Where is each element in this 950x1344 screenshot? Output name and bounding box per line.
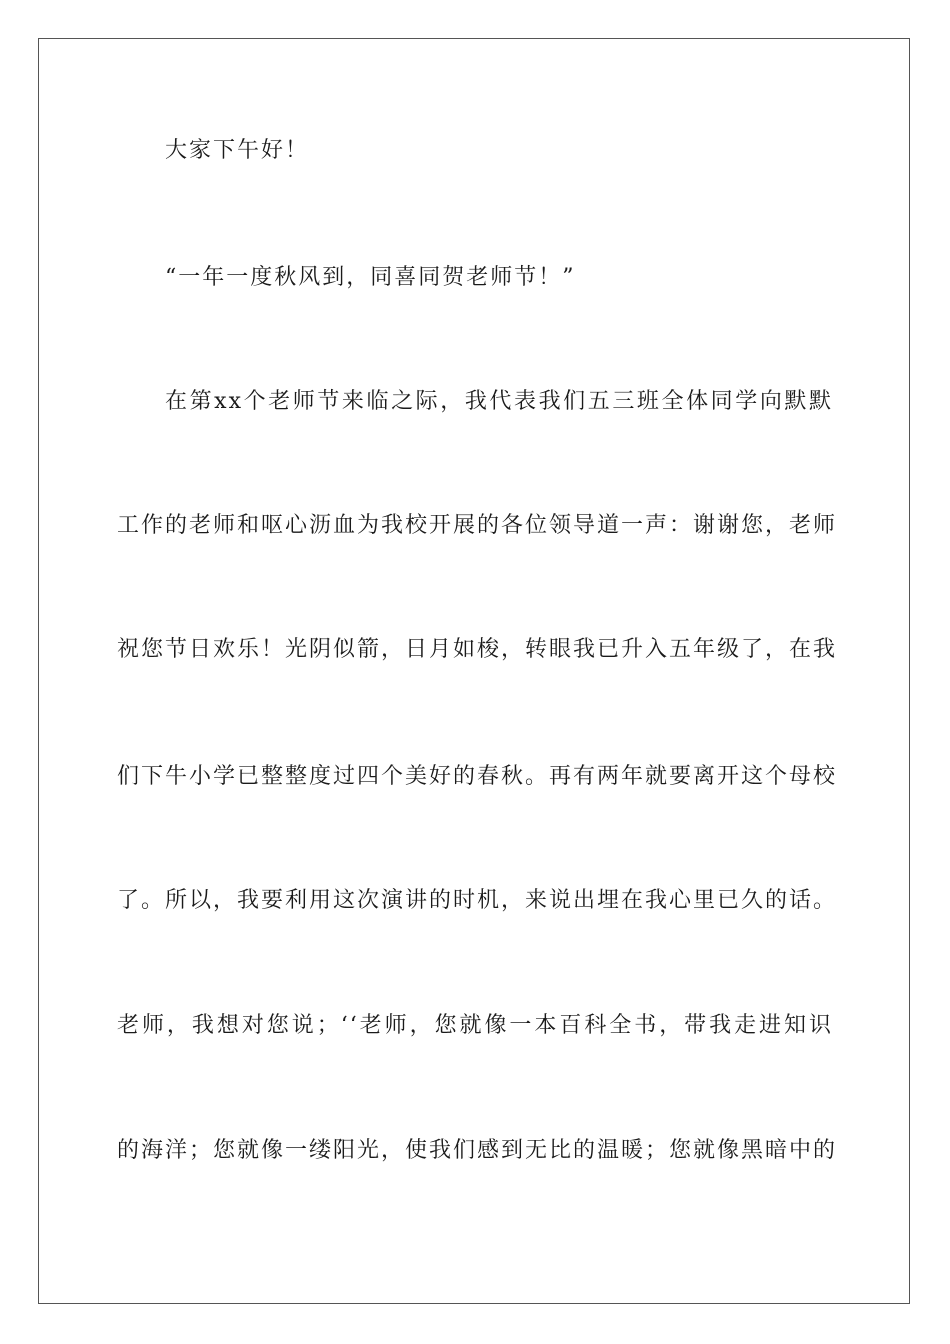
quote-line: “一年一度秋风到，同喜同贺老师节！” <box>165 265 576 290</box>
paragraph-line-1: 在第xx个老师节来临之际，我代表我们五三班全体同学向默默 <box>165 389 833 414</box>
paragraph-line-3: 祝您节日欢乐！光阴似箭，日月如梭，转眼我已升入五年级了，在我 <box>117 637 838 662</box>
page-border <box>38 38 910 1304</box>
greeting-line: 大家下午好！ <box>165 138 310 163</box>
paragraph-line-4: 们下牛小学已整整度过四个美好的春秋。再有两年就要离开这个母校 <box>117 764 838 789</box>
paragraph-line-6: 老师，我想对您说；‘‘老师，您就像一本百科全书，带我走进知识 <box>117 1013 833 1038</box>
paragraph-line-7: 的海洋；您就像一缕阳光，使我们感到无比的温暖；您就像黑暗中的 <box>117 1138 838 1163</box>
paragraph-line-5: 了。所以，我要利用这次演讲的时机，来说出埋在我心里已久的话。 <box>117 888 838 913</box>
paragraph-line-2: 工作的老师和呕心沥血为我校开展的各位领导道一声：谢谢您，老师 <box>117 513 838 538</box>
